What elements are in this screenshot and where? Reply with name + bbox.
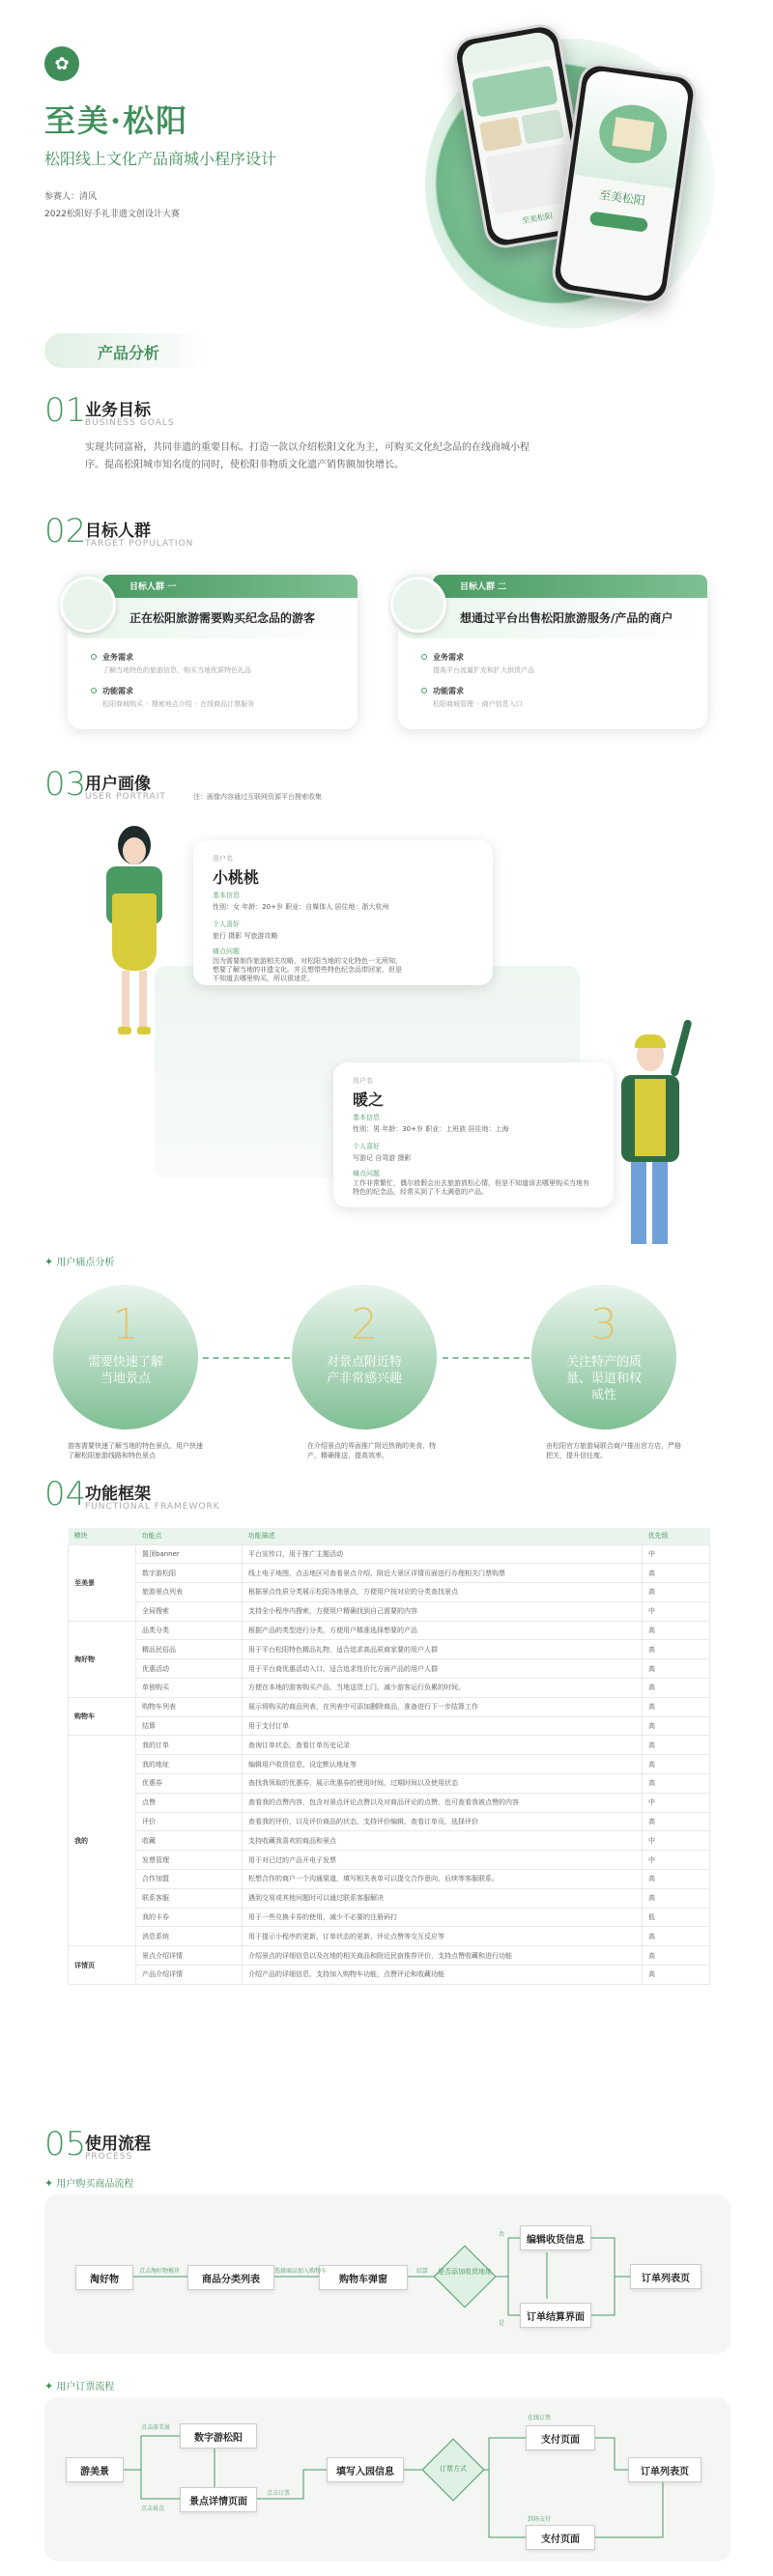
star-icon: ✦	[44, 2380, 54, 2392]
table-row	[69, 1755, 710, 1774]
table-cell-priority: 高	[643, 1679, 710, 1698]
flow2-title: 用户订票流程	[56, 2382, 115, 2392]
table-cell-feature: 品类分类	[136, 1621, 243, 1640]
table-cell-feature: 合作加盟	[136, 1870, 243, 1889]
section-02-en: TARGET POPULATION	[85, 539, 194, 549]
table-cell-priority: 低	[643, 1908, 710, 1927]
flow-node: 订单列表页	[628, 2457, 701, 2482]
section-04-number: 04	[44, 1475, 87, 1514]
table-cell-priority: 中	[643, 1831, 710, 1851]
target-card-1	[68, 575, 358, 729]
flow-edge-label: 在线订票	[528, 2415, 552, 2421]
pain-step-2	[292, 1285, 437, 1430]
table-cell-priority: 高	[643, 1812, 710, 1831]
table-cell-feature: 购物车列表	[136, 1697, 243, 1716]
table-row	[69, 1946, 710, 1966]
table-cell-module: 淘好物	[69, 1621, 136, 1697]
table-row	[69, 1716, 710, 1736]
table-cell-feature: 旅游景点列表	[136, 1583, 243, 1602]
pain-text: 工作非常繁忙，偶尔放假会出去旅游放松心情，但是不知道该去哪里购买当地有特色的纪念品，经常买到了不太满意的产品。	[353, 1179, 589, 1196]
persona-tags: 写游记 自驾游 摄影	[353, 1154, 412, 1162]
table-cell-priority: 高	[643, 1583, 710, 1602]
func-label: 功能需求	[433, 687, 464, 695]
table-row	[69, 1966, 710, 1985]
flow1-panel	[44, 2194, 730, 2354]
section-02-number: 02	[44, 512, 87, 551]
table-cell-priority: 高	[643, 1946, 710, 1966]
persona-illustration-male	[614, 1038, 691, 1260]
analysis-title: 用户痛点分析	[56, 1258, 115, 1268]
flow-node: 景点详情页面	[180, 2487, 257, 2512]
section-01-en: BUSINESS GOALS	[85, 418, 175, 428]
section-05-en: PROCESS	[85, 2152, 133, 2162]
step-number: 3	[590, 1300, 617, 1349]
step-desc: 由松阳官方旅游局联合商户推出官方店，严格把关，提升信任度。	[546, 1442, 681, 1459]
flow1-title: 用户购买商品流程	[56, 2179, 134, 2190]
table-cell-priority: 高	[643, 1966, 710, 1985]
table-row	[69, 1564, 710, 1583]
table-cell-feature: 结算	[136, 1716, 243, 1736]
step-title: 对景点附近特产非常感兴趣	[326, 1355, 402, 1386]
table-row	[69, 1793, 710, 1812]
tags-label: 个人喜好	[213, 920, 240, 928]
table-row	[69, 1812, 710, 1831]
basic-info: 性别：女 年龄：20+岁 职业：自媒体人 居住地：浙大杭州	[213, 903, 389, 911]
table-cell-description: 平台宣传口，用于推广主题活动	[243, 1544, 643, 1564]
persona-name: 小桃桃	[213, 868, 260, 887]
table-cell-description: 用于对已过的产品开电子发票	[243, 1851, 643, 1870]
step-desc: 游客需要快速了解当地的特色景点，用户快速了解松阳旅游线路和特色景点	[68, 1442, 203, 1459]
table-row	[69, 1774, 710, 1794]
table-cell-priority: 高	[643, 1888, 710, 1908]
star-icon: ✦	[44, 1256, 54, 1268]
table-cell-priority: 高	[643, 1716, 710, 1736]
flow-node: 填写入园信息	[327, 2457, 404, 2482]
step-number: 2	[351, 1300, 378, 1349]
flow-edge-label: 是	[499, 2320, 505, 2327]
avatar	[390, 577, 446, 633]
table-row	[69, 1544, 710, 1564]
table-row	[69, 1908, 710, 1927]
table-cell-description: 用于平台商优惠活动入口，适合追求性价比方面产品的用户人群	[243, 1659, 643, 1679]
page-title: 至美·松阳	[44, 102, 189, 139]
step-desc: 在介绍景点的界面推广附近热销的美食、特产，精确推送，提高效率。	[307, 1442, 436, 1459]
table-row	[69, 1601, 710, 1621]
flow-edge-label: 点击淘好物模块	[139, 2268, 181, 2275]
table-cell-feature: 优惠活动	[136, 1659, 243, 1679]
flow2-panel	[44, 2397, 730, 2562]
table-cell-priority: 高	[643, 1736, 710, 1755]
participant: 参赛人：清风	[44, 192, 98, 202]
table-cell-feature: 置顶banner	[136, 1544, 243, 1564]
flow-edge-label: 否	[499, 2231, 505, 2238]
flow1-title-row	[44, 2175, 133, 2190]
flow-node: 购物车弹窗	[319, 2265, 408, 2290]
table-cell-feature: 数字游松阳	[136, 1564, 243, 1583]
table-cell-description: 根据景点性质分类展示松阳各地景点，方便用户按对应的分类查找景点	[243, 1583, 643, 1602]
page-subtitle: 松阳线上文化产品商城小程序设计	[44, 150, 277, 168]
table-cell-feature: 景点介绍详情	[136, 1946, 243, 1966]
table-cell-priority: 中	[643, 1793, 710, 1812]
flow-node: 订单结算界面	[520, 2303, 591, 2328]
table-header: 功能点	[136, 1528, 243, 1544]
step-title: 关注特产的质量、渠道和权威性	[565, 1355, 642, 1402]
flow-node: 游美景	[66, 2457, 124, 2482]
table-cell-description: 查看我的评价，以及评价商品的状态，支持评价编辑，查看订单页，选择评价	[243, 1812, 643, 1831]
flow-edge-label: 点击景点	[141, 2505, 165, 2512]
section-01-number: 01	[44, 391, 87, 430]
table-cell-feature: 收藏	[136, 1831, 243, 1851]
table-cell-description: 介绍景点的详细信息以及在地的相关商品和附近民宿推荐评价，支持点赞收藏和进行功能	[243, 1946, 643, 1966]
section-tag	[44, 333, 209, 368]
table-cell-priority: 高	[643, 1564, 710, 1583]
table-cell-priority: 中	[643, 1544, 710, 1564]
table-cell-feature: 联系客服	[136, 1888, 243, 1908]
need-label: 业务需求	[433, 653, 464, 662]
table-cell-feature: 优惠券	[136, 1774, 243, 1794]
table-header: 优先级	[643, 1528, 710, 1544]
flow-edge-label: 点击游美景	[141, 2424, 171, 2431]
flow-node: 支付页面	[526, 2425, 595, 2450]
table-row	[69, 1851, 710, 1870]
table-cell-description: 查看我的点赞内容，包含对景点评论点赞以及对商品评论的点赞，也可查看我被点赞的内容	[243, 1793, 643, 1812]
table-cell-description: 用于提示小程序的更新，订单状态的更新，评论点赞等交互反应等	[243, 1927, 643, 1946]
table-row	[69, 1659, 710, 1679]
table-cell-priority: 高	[643, 1697, 710, 1716]
decision-label: 是否添加收货地址	[438, 2268, 492, 2276]
flow-edge-label: 到场支付	[528, 2516, 552, 2523]
step-connector	[443, 1357, 530, 1359]
func-text: 松阳商城购买 ◦ 搜索地点介绍 ◦ 在线商品订票服务	[102, 700, 255, 708]
persona-role-label: 用户名	[353, 1077, 373, 1085]
table-cell-module: 详情页	[69, 1946, 136, 1985]
table-cell-priority: 中	[643, 1851, 710, 1870]
contest-name: 2022松阳好手礼非遗文创设计大赛	[44, 210, 180, 219]
table-cell-feature: 产品介绍详情	[136, 1966, 243, 1985]
tags-label: 个人喜好	[353, 1143, 380, 1150]
flow-node: 淘好物	[75, 2265, 133, 2290]
table-row	[69, 1640, 710, 1659]
basic-label: 基本信息	[353, 1114, 380, 1121]
need-text: 了解当地特色的旅游信息，购买当地优质特色礼品	[102, 666, 251, 674]
flow-node: 数字游松阳	[180, 2423, 257, 2449]
avatar	[60, 577, 116, 633]
decision-label: 订票方式	[440, 2465, 467, 2473]
table-cell-description: 用于一些兑换卡券的使用，减少不必要的注册码打	[243, 1908, 643, 1927]
table-cell-feature: 全局搜索	[136, 1601, 243, 1621]
flow2-title-row	[44, 2378, 114, 2392]
table-cell-description: 查询订单状态，查看订单历史记录	[243, 1736, 643, 1755]
target-tag: 目标人群 二	[460, 582, 507, 592]
target-tag: 目标人群 一	[129, 582, 177, 592]
pain-label: 痛点问题	[353, 1170, 380, 1177]
table-cell-description: 根据产品的类型进行分类，方便用户精准选择想要的产品	[243, 1621, 643, 1640]
table-cell-description: 介绍产品的详细信息，支持加入购物车功能，点赞评论和收藏功能	[243, 1966, 643, 1985]
persona-name: 暖之	[353, 1090, 385, 1109]
table-cell-feature: 评价	[136, 1812, 243, 1831]
table-cell-module: 我的	[69, 1736, 136, 1946]
basic-info: 性别：男 年龄：30+岁 职业：上班族 居住地：上海	[353, 1125, 509, 1133]
app-logo: ✿	[44, 46, 79, 81]
flow-node: 商品分类列表	[187, 2265, 274, 2290]
table-cell-description: 支持收藏我喜欢的商品和景点	[243, 1831, 643, 1851]
need-label: 业务需求	[102, 653, 133, 662]
table-row	[69, 1736, 710, 1755]
table-cell-description: 方便在本地的游客购买产品，当地送货上门，减少游客运行负累的时间。	[243, 1679, 643, 1698]
table-row	[69, 1583, 710, 1602]
table-cell-description: 用于支付订单	[243, 1716, 643, 1736]
table-cell-module: 至美景	[69, 1544, 136, 1621]
table-cell-description: 松想合作的商户一个沟通渠道，填写相关表单可以提交合作意向，后续等客服联系。	[243, 1870, 643, 1889]
table-cell-priority: 高	[643, 1659, 710, 1679]
section-03-en: USER PORTRAIT	[85, 792, 166, 802]
table-cell-feature: 我的卡券	[136, 1908, 243, 1927]
table-cell-description: 展示将购买的商品列表，在列表中可添加删除商品，准备进行下一步结算工作	[243, 1697, 643, 1716]
analysis-title-row	[44, 1254, 114, 1268]
flow-node: 支付页面	[526, 2525, 595, 2550]
step-title: 需要快速了解当地景点	[87, 1355, 163, 1386]
table-cell-description: 用于平台松阳特色精品礼物，适合追求高品质商家要的用户人群	[243, 1640, 643, 1659]
table-cell-module: 购物车	[69, 1697, 136, 1736]
portrait-note: 注：画像内容通过互联网资源平台搜索收集	[193, 793, 322, 801]
table-cell-feature: 点赞	[136, 1793, 243, 1812]
persona-card-1	[193, 840, 493, 985]
table-cell-feature: 消息系统	[136, 1927, 243, 1946]
pain-step-1	[53, 1285, 198, 1430]
pain-label: 痛点问题	[213, 948, 240, 955]
table-row	[69, 1831, 710, 1851]
business-goals-text: 实现共同富裕，共同非遗的重要目标。打造一款以介绍松阳文化为主，可购买文化纪念品的在线商城小程序。提高松阳城市知名度的同时，使松阳非物质文化遗产销售额加快增长。	[85, 442, 530, 470]
table-cell-priority: 高	[643, 1640, 710, 1659]
section-05-number: 05	[44, 2125, 87, 2164]
flow-edge-label: 选择商品加入购物车	[274, 2268, 328, 2275]
table-cell-feature: 精品民俗品	[136, 1640, 243, 1659]
table-row	[69, 1697, 710, 1716]
section-03-title: 用户画像	[85, 775, 151, 794]
section-03-number: 03	[44, 765, 87, 804]
table-cell-description: 线上电子地图，点击地区可查看景点介绍、附近大景区详情页面进行办理相关门票购票	[243, 1564, 643, 1583]
persona-tags: 旅行 摄影 写旅游攻略	[213, 932, 278, 940]
section-tag-label: 产品分析	[98, 344, 160, 362]
func-text: 松阳商城管理 ◦ 商户信息入口	[433, 700, 523, 708]
table-cell-description: 查找我领取的优惠券，展示优惠券的使用时间，过期时间以及使用状态	[243, 1774, 643, 1794]
step-connector	[203, 1357, 290, 1359]
flow-node: 订单列表页	[630, 2264, 701, 2289]
section-02-title: 目标人群	[85, 522, 151, 541]
star-icon: ✦	[44, 2177, 54, 2190]
section-04-title: 功能框架	[85, 1485, 151, 1504]
table-cell-feature: 发票管理	[136, 1851, 243, 1870]
table-cell-priority: 高	[643, 1927, 710, 1946]
target-card-2	[398, 575, 707, 729]
persona-illustration-female	[97, 826, 174, 1048]
table-cell-priority: 中	[643, 1601, 710, 1621]
need-text: 提高平台流量扩充和扩大供货产品	[433, 666, 534, 674]
table-cell-priority: 高	[643, 1774, 710, 1794]
table-cell-priority: 高	[643, 1755, 710, 1774]
section-05-title: 使用流程	[85, 2135, 151, 2154]
table-cell-feature: 单独购买	[136, 1679, 243, 1698]
basic-label: 基本信息	[213, 892, 240, 899]
step-number: 1	[112, 1300, 139, 1349]
flow-edge-label: 点击订票	[267, 2490, 291, 2497]
phone-back-title: 至美松阳	[521, 211, 554, 226]
flow-edge-label: 结算	[416, 2268, 429, 2275]
table-row	[69, 1927, 710, 1946]
table-row	[69, 1679, 710, 1698]
pain-step-3	[531, 1285, 676, 1430]
pain-text: 因为需要制作旅游相关攻略，对松阳当地的文化特色一无所知，想要了解当地的非遗文化。并且想带些特色纪念品带回家，但是不知道去哪里购买，所以很迷茫。	[213, 957, 402, 982]
target-headline: 想通过平台出售松阳旅游服务/产品的商户	[460, 611, 673, 625]
table-cell-priority: 高	[643, 1621, 710, 1640]
table-row	[69, 1621, 710, 1640]
target-headline: 正在松阳旅游需要购买纪念品的游客	[129, 611, 316, 625]
section-04-en: FUNCTIONAL FRAMEWORK	[85, 1502, 220, 1512]
persona-role-label: 用户名	[213, 855, 233, 863]
table-row	[69, 1870, 710, 1889]
table-header: 功能描述	[243, 1528, 643, 1544]
table-cell-description: 编辑用户收货信息，设定默认地址等	[243, 1755, 643, 1774]
table-cell-description: 支持全小程序内搜索，方便用户精确找到自己需要的内容	[243, 1601, 643, 1621]
table-cell-feature: 我的订单	[136, 1736, 243, 1755]
table-row	[69, 1888, 710, 1908]
phone-front-title: 至美松阳	[598, 187, 646, 209]
table-cell-priority: 高	[643, 1870, 710, 1889]
flow-node: 编辑收货信息	[520, 2225, 591, 2250]
function-table	[68, 1528, 710, 1985]
table-cell-description: 遇到交易或其他问题时可以通过联系客服解决	[243, 1888, 643, 1908]
func-label: 功能需求	[102, 687, 133, 695]
section-01-title: 业务目标	[85, 401, 151, 420]
persona-card-2	[333, 1062, 614, 1207]
table-header: 模块	[69, 1528, 136, 1544]
table-cell-feature: 我的地址	[136, 1755, 243, 1774]
